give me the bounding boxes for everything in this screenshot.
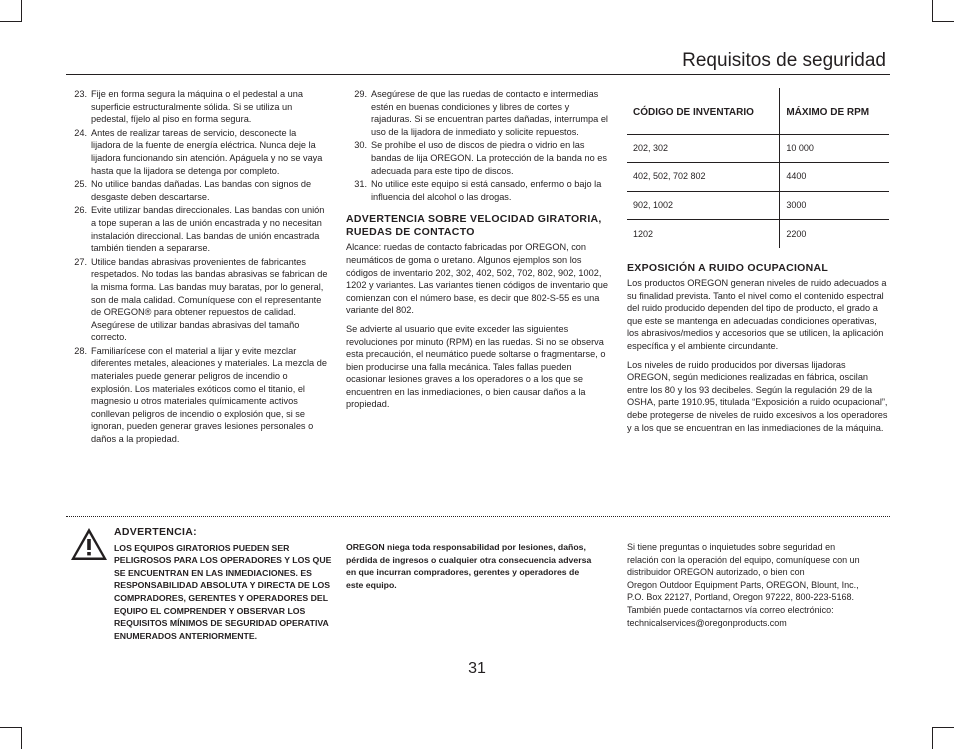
inventory-code-cell: 1202	[633, 228, 654, 239]
noise-para1: Los productos OREGON generan niveles de ruido adecuados a su finalidad prevista. Tanto el nivel como el contenido espectral del ruido producido dependen del tipo de producto, el grado a que este se mantenga en adecuadas condiciones operativas, los abrasivos/medios y accesorios que se utilicen, la aplicación específica y el ambiente circundante.	[627, 278, 887, 351]
section-divider	[66, 516, 890, 517]
crop-mark	[932, 21, 954, 22]
disclaimer-text: OREGON niega toda responsabilidad por lesiones, daños, pérdida de ingresos o cualquier otra consecuencia adversa en que incurran compradores, gerentes y operadores de este equipo.	[346, 542, 592, 590]
list-item: 27. Utilice bandas abrasivas provenientes de fabricantes respetados. No todas las bandas abrasivas se fabrican de la misma forma. Las bandas muy baratas, por lo general, son de mala calidad. Comuníquese con el representante de OREGON® para obtener repuestos de calidad. Asegúrese de utilizar bandas abrasivas del tamaño correcto.	[74, 256, 328, 343]
table-row	[627, 163, 889, 192]
inventory-code-cell: 402, 502, 702 802	[627, 163, 780, 192]
max-rpm-cell: 3000	[780, 191, 889, 220]
speed-warning-heading: ADVERTENCIA SOBRE VELOCIDAD GIRATORIA, RUEDAS DE CONTACTO	[346, 213, 602, 239]
list-item: 26. Evite utilizar bandas direccionales. Las bandas con unión a tope superan a las de unión encastrada y no necesitan instalación direccional. Las bandas de unión encastrada también tienden a separarse.	[74, 205, 325, 254]
safety-list-col1	[66, 88, 328, 446]
list-item: 28. Familiarícese con el material a lijar y evite mezclar diferentes metales, aleaciones y materiales. La mezcla de materiales puede generar peligros de incendio o explosión. Los materiales exóticos como el titanio, el magnesio u otros materiales químicamente activos conllevan peligros de incendio o explosión que, si se ignoran, pueden generar graves lesiones personales o daños a la propiedad.	[74, 345, 327, 445]
max-rpm-cell: 4400	[780, 163, 889, 192]
crop-mark	[932, 0, 933, 22]
header-max-rpm: MÁXIMO DE RPM	[780, 88, 889, 134]
header-rule	[66, 74, 890, 75]
list-item: 30. Se prohíbe el uso de discos de piedra o vidrio en las bandas de lija OREGON. La protección de la banda no es adecuada para este tipo de discos.	[354, 140, 607, 176]
contact-line: distribuidor OREGON autorizado, o bien con	[627, 567, 805, 578]
inventory-code-cell: 202, 302	[627, 134, 780, 163]
table-row	[627, 191, 889, 220]
warning-triangle-icon	[70, 527, 108, 561]
safety-list-col2	[346, 88, 612, 203]
crop-mark	[932, 727, 933, 749]
contact-line: P.O. Box 22127, Portland, Oregon 97222, 800-223-5168.	[627, 592, 854, 603]
table-row	[627, 134, 889, 163]
list-item: 23. Fije en forma segura la máquina o el pedestal a una superficie estructuralmente sólida. Si se utiliza un pedestal, fíjelo al piso en forma segura.	[74, 89, 303, 125]
noise-para2: Los niveles de ruido producidos por diversas lijadoras OREGON, según mediciones realizadas en fábrica, oscilan entre los 80 y los 93 decibeles. Según la regulación 29 de la OSHA, parte 1910.95, titulada “Exposición a ruido ocupacional”, debe protegerse de niveles de ruido excesivos a los operadores y a los que se encuentran en las inmediaciones de la máquina.	[627, 359, 888, 433]
crop-mark	[21, 0, 22, 22]
crop-mark	[932, 727, 954, 728]
list-item: 29. Asegúrese de que las ruedas de contacto e intermedias estén en buenas condiciones y libres de cortes y rajaduras. Si se encuentran partes dañadas, interrumpa el uso de la lijadora de inmediato y solicite repuestos.	[354, 89, 608, 137]
speed-warning-para1: Alcance: ruedas de contacto fabricadas por OREGON, con neumáticos de goma o uretano. Algunos ejemplos son los códigos de inventario 202, 302, 402, 502, 702, 802, 902, 1002, 1202 y variantes. Las variantes tienen códigos de inventario que comienzan con el número base, es decir que 802-S-55 es una variante del 802.	[346, 242, 609, 316]
warning-block	[114, 526, 336, 642]
contact-email: technicalservices@oregonproducts.com	[627, 617, 787, 628]
column-3	[627, 88, 889, 440]
table-row	[627, 220, 889, 249]
contact-line: Si tiene preguntas o inquietudes sobre seguridad en	[627, 542, 836, 552]
header-inventory-code: CÓDIGO DE INVENTARIO	[627, 88, 780, 134]
page-title: Requisitos de seguridad	[682, 50, 886, 71]
rpm-table	[627, 88, 889, 248]
column-1	[66, 88, 328, 447]
noise-heading: EXPOSICIÓN A RUIDO OCUPACIONAL	[627, 262, 829, 274]
page-number: 31	[468, 660, 486, 677]
crop-mark	[0, 727, 22, 728]
column-2	[346, 88, 612, 417]
warning-title: ADVERTENCIA:	[114, 526, 197, 538]
warning-text: LOS EQUIPOS GIRATORIOS PUEDEN SER PELIGROSOS PARA LOS OPERADORES Y LOS QUE SE ENCUENTRAN EN LAS INMEDIACIONES. ES RESPONSABILIDAD ABSOLUTA Y DIRECTA DE LOS COMPRADORES, GERENTES Y OPERADORES DEL EQUIPO EL COMPRENDER Y OBSERVAR LOS REQUISITOS MÍNIMOS DE SEGURIDAD OPERATIVA ENUMERADOS ANTERIORMENTE.	[114, 542, 332, 641]
crop-mark	[0, 21, 22, 22]
list-item: 24. Antes de realizar tareas de servicio, desconecte la lijadora de la fuente de energía eléctrica. Nunca deje la lijadora funcionando sin atención. Apáguela y no se vaya hasta que la lijadora se detenga por completo.	[74, 127, 323, 176]
inventory-code-cell: 902, 1002	[627, 191, 780, 220]
contact-line: También puede contactarnos vía correo electrónico:	[627, 604, 834, 615]
contact-line: relación con la operación del equipo, comuníquese con un	[627, 554, 860, 565]
table-header-row	[627, 88, 889, 134]
contact-line: Oregon Outdoor Equipment Parts, OREGON, Blount, Inc.,	[627, 579, 859, 590]
max-rpm-cell: 2200	[780, 220, 889, 249]
crop-mark	[21, 727, 22, 749]
list-item: 25. No utilice bandas dañadas. Las bandas con signos de desgaste deben descartarse.	[74, 179, 312, 202]
max-rpm-cell: 10 000	[780, 134, 889, 163]
list-item: 31. No utilice este equipo si está cansado, enfermo o bajo la influencia del alcohol o las drogas.	[354, 179, 602, 202]
speed-warning-para2: Se advierte al usuario que evite exceder las siguientes revoluciones por minuto (RPM) en las ruedas. Si no se observa esta precaución, el neumático puede soltarse o fragmentarse, o bien producirse una falla mecánica. Tales fallas pueden ocasionar lesiones graves a los operadores o a los que se encuentren en las inmediaciones, o bien causar daños a la propiedad.	[346, 323, 606, 410]
contact-info	[627, 541, 889, 629]
